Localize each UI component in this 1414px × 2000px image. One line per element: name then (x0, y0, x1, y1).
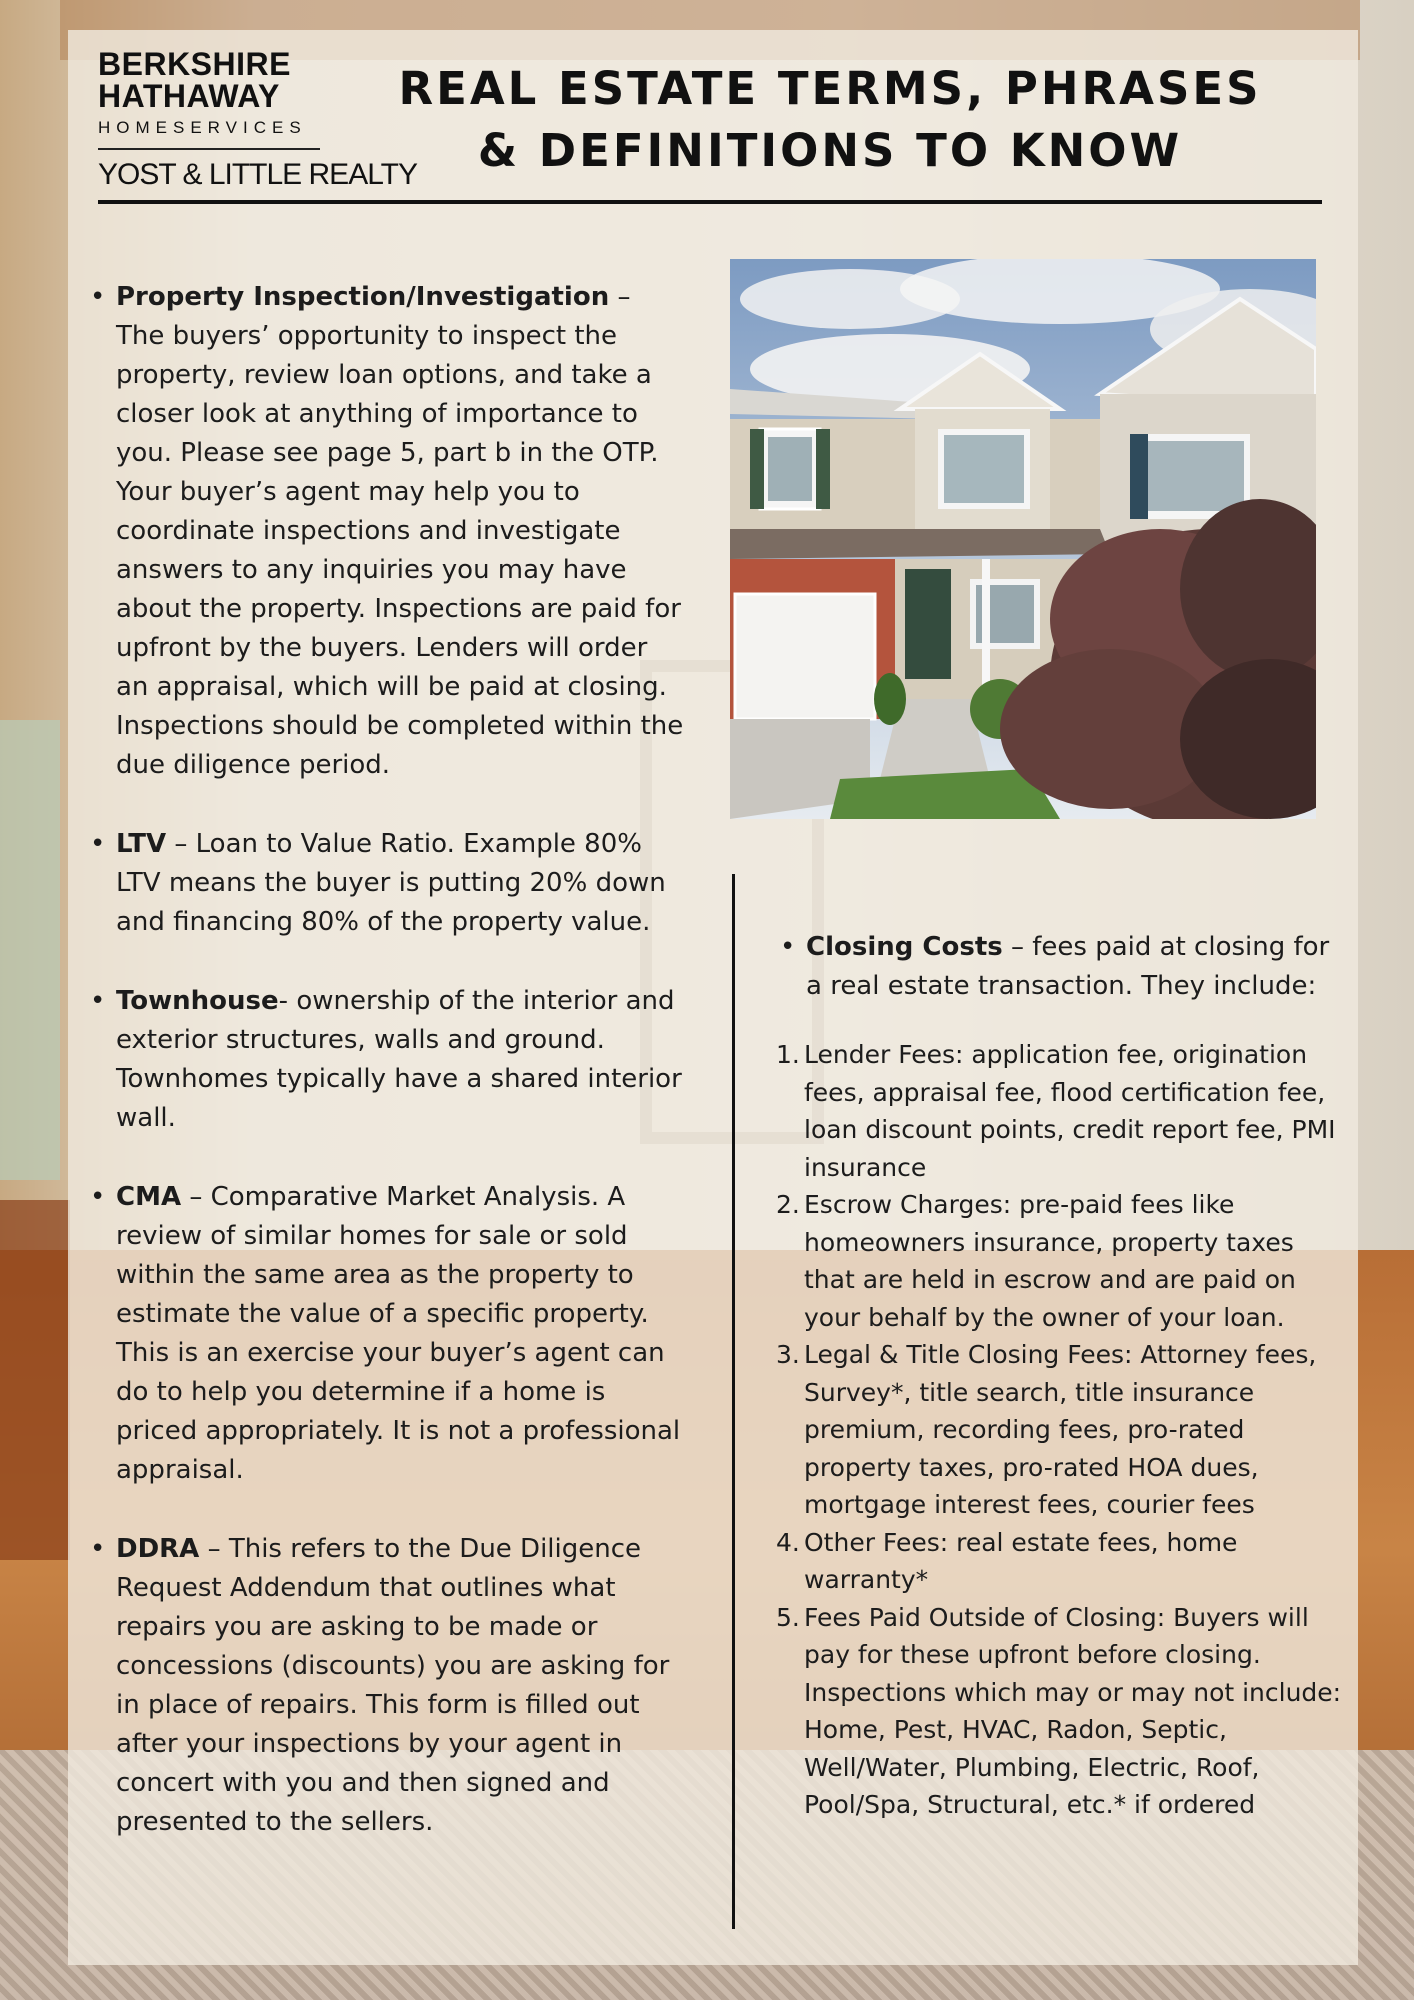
title-line2: & DEFINITIONS TO KNOW (477, 124, 1183, 177)
title-divider (98, 200, 1322, 204)
bullet-icon: • (90, 986, 106, 1016)
bullet-icon: • (90, 829, 106, 859)
brand-line2: HATHAWAY (98, 78, 280, 114)
page-title (390, 58, 1270, 182)
term-definition: – fees paid at closing for a real estate transaction. They include: (806, 932, 1330, 1001)
brand-office: YOST & LITTLE REALTY (98, 158, 417, 191)
list-number: 2. (776, 1190, 800, 1219)
term-property-inspection (86, 278, 686, 785)
list-item (776, 1336, 1346, 1524)
term-definition: – Loan to Value Ratio. Example 80% LTV means the buyer is putting 20% down and financing 80% of the property value. (116, 829, 666, 937)
list-number: 5. (776, 1602, 800, 1632)
list-number: 4. (776, 1527, 800, 1557)
list-item (776, 1524, 1346, 1599)
term-ltv (86, 825, 686, 942)
terms-left-column (86, 278, 686, 1882)
list-item (776, 1036, 1346, 1186)
list-item-text: Other Fees: real estate fees, home warranty* (804, 1527, 1238, 1594)
term-closing-costs (776, 928, 1346, 1006)
list-item-text: Fees Paid Outside of Closing: Buyers will pay for these upfront before closing. Inspections which may or may not include: Home, Pest, HVAC, Radon, Septic, Well/Water, Plumbing, Electric, Roof, Pool/Spa, Structural, etc.* if ordered (804, 1602, 1342, 1819)
bullet-icon: • (90, 282, 106, 312)
brand-line3: HOMESERVICES (98, 118, 307, 137)
bullet-icon: • (780, 932, 796, 962)
term-definition: – This refers to the Due Diligence Request Addendum that outlines what repairs you are asking to be made or concessions (discounts) you are asking for in place of repairs. This form is filled out after your inspections by your agent in concert with you and then signed and presented to the sellers. (116, 1534, 670, 1837)
list-item-text: Escrow Charges: pre-paid fees like homeowners insurance, property taxes that are held in escrow and are paid on your behalf by the owner of your loan. (804, 1190, 1296, 1332)
term-ddra (86, 1530, 686, 1842)
list-item-text: Lender Fees: application fee, origination fees, appraisal fee, flood certification fee, loan discount points, credit report fee, PMI insurance (804, 1040, 1336, 1182)
list-item (776, 1599, 1346, 1824)
term-name: DDRA (116, 1534, 200, 1564)
term-cma (86, 1178, 686, 1490)
list-item-text: Legal & Title Closing Fees: Attorney fees, Survey*, title search, title insurance premium, recording fees, pro-rated property taxes, pro-rated HOA dues, mortgage interest fees, courier fees (804, 1340, 1317, 1519)
brand-line1: BERKSHIRE (98, 46, 291, 82)
term-name: Townhouse (116, 986, 279, 1016)
closing-costs-column (776, 928, 1346, 1824)
bullet-icon: • (90, 1534, 106, 1564)
term-townhouse (86, 982, 686, 1138)
term-definition: – The buyers’ opportunity to inspect the property, review loan options, and take a closer look at anything of importance to you. Please see page 5, part b in the OTP. Your buyer’s agent may help you to coordinate inspections and investigate answers to any inquiries you may have about the property. Inspections are paid for upfront by the buyers. Lenders will order an appraisal, which will be paid at closing. Inspections should be completed within the due diligence period. (116, 282, 684, 780)
closing-costs-list (776, 1036, 1346, 1824)
bullet-icon: • (90, 1182, 106, 1212)
brand-divider (98, 148, 320, 150)
townhouse-photo (730, 259, 1316, 819)
title-line1: REAL ESTATE TERMS, PHRASES (398, 62, 1262, 115)
brand-logo (98, 48, 417, 192)
term-name: LTV (116, 829, 167, 859)
list-item (776, 1186, 1346, 1336)
term-definition: - ownership of the interior and exterior structures, walls and ground. Townhomes typically have a shared interior wall. (116, 986, 682, 1133)
column-divider (732, 874, 735, 1929)
list-number: 3. (776, 1340, 800, 1369)
term-name: Closing Costs (806, 932, 1003, 962)
term-name: Property Inspection/Investigation (116, 282, 610, 312)
list-number: 1. (776, 1040, 800, 1069)
term-name: CMA (116, 1182, 182, 1212)
term-definition: – Comparative Market Analysis. A review of similar homes for sale or sold within the same area as the property to estimate the value of a specific property. This is an exercise your buyer’s agent can do to help you determine if a home is priced appropriately. It is not a professional appraisal. (116, 1182, 681, 1485)
